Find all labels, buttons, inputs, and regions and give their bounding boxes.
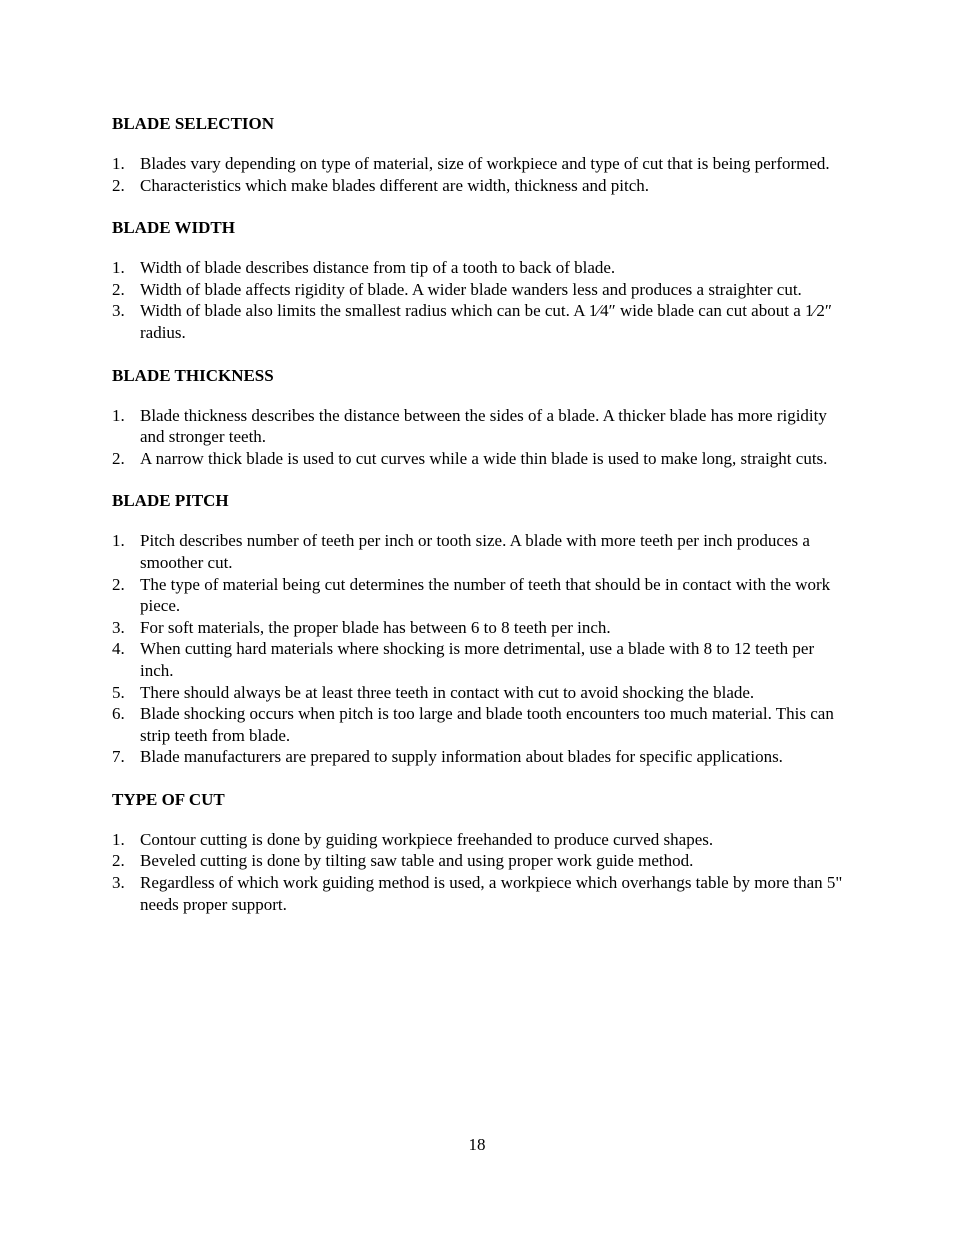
item-number: 1.	[112, 405, 125, 425]
list-item	[112, 617, 847, 639]
item-text: There should always be at least three teeth in contact with cut to avoid shocking the blade.	[140, 682, 755, 702]
item-number: 2.	[112, 279, 125, 299]
list-item	[112, 405, 847, 448]
item-number: 2.	[112, 574, 125, 594]
item-number: 7.	[112, 747, 125, 767]
item-text: When cutting hard materials where shocking is more detrimental, use a blade with 8 to 12 teeth per inch.	[140, 639, 815, 680]
item-number: 2.	[112, 448, 125, 468]
item-number: 3.	[112, 873, 125, 893]
section-blade-thickness	[112, 365, 847, 470]
section-blade-width	[112, 217, 847, 343]
item-text: Pitch describes number of teeth per inch or tooth size. A blade with more teeth per inch produces a smoother cut.	[140, 531, 810, 572]
item-list	[112, 257, 847, 343]
list-item	[112, 300, 847, 343]
item-number: 1.	[112, 258, 125, 278]
list-item	[112, 638, 847, 681]
section-heading: BLADE THICKNESS	[112, 365, 274, 385]
item-number: 2.	[112, 851, 125, 871]
list-item	[112, 829, 847, 851]
list-item	[112, 175, 847, 197]
item-number: 3.	[112, 617, 125, 637]
list-item	[112, 746, 847, 768]
item-number: 2.	[112, 175, 125, 195]
item-text: A narrow thick blade is used to cut curves while a wide thin blade is used to make long, straight cuts.	[140, 448, 828, 468]
item-text: Blade thickness describes the distance between the sides of a blade. A thicker blade has more rigidity and stronger teeth.	[140, 405, 827, 447]
list-item	[112, 682, 847, 704]
section-heading: TYPE OF CUT	[112, 789, 225, 809]
item-number: 1.	[112, 154, 125, 173]
item-number: 1.	[112, 531, 125, 551]
item-text: Width of blade affects rigidity of blade. A wider blade wanders less and produces a straighter cut.	[140, 279, 802, 299]
item-list	[112, 530, 847, 768]
list-item	[112, 703, 847, 746]
section-type-of-cut	[112, 789, 847, 915]
item-number: 6.	[112, 704, 125, 724]
item-list	[112, 829, 847, 915]
item-number: 3.	[112, 301, 125, 321]
item-text: Blade shocking occurs when pitch is too large and blade tooth encounters too much material. This can strip teeth from blade.	[140, 704, 834, 745]
list-item	[112, 850, 847, 872]
item-number: 4.	[112, 639, 125, 659]
item-text: Width of blade also limits the smallest radius which can be cut. A 1⁄4″ wide blade can cut about a 1⁄2″ radius.	[140, 301, 832, 342]
section-blade-selection	[112, 113, 847, 196]
list-item	[112, 257, 847, 279]
item-text: Blade manufacturers are prepared to supply information about blades for specific applications.	[140, 747, 783, 767]
list-item	[112, 153, 847, 175]
item-text: Characteristics which make blades different are width, thickness and pitch.	[140, 175, 650, 195]
item-text: Contour cutting is done by guiding workpiece freehanded to produce curved shapes.	[140, 829, 714, 849]
section-heading: BLADE SELECTION	[112, 114, 275, 133]
item-list	[112, 405, 847, 470]
item-text: The type of material being cut determines the number of teeth that should be in contact with the work piece.	[140, 574, 831, 616]
item-text: Beveled cutting is done by tilting saw table and using proper work guide method.	[140, 851, 694, 871]
item-text: For soft materials, the proper blade has between 6 to 8 teeth per inch.	[140, 617, 611, 637]
item-text: Regardless of which work guiding method is used, a workpiece which overhangs table by more than 5" needs proper support.	[140, 873, 843, 914]
page-content	[112, 113, 847, 936]
list-item	[112, 872, 847, 915]
list-item	[112, 448, 847, 470]
item-text: Blades vary depending on type of material, size of workpiece and type of cut that is being performed.	[140, 154, 830, 173]
section-heading: BLADE PITCH	[112, 491, 229, 511]
item-number: 5.	[112, 682, 125, 702]
item-number: 1.	[112, 829, 125, 849]
list-item	[112, 574, 847, 617]
section-blade-pitch	[112, 490, 847, 768]
item-text: Width of blade describes distance from tip of a tooth to back of blade.	[140, 258, 616, 278]
item-list	[112, 153, 847, 196]
section-heading: BLADE WIDTH	[112, 218, 235, 238]
list-item	[112, 530, 847, 573]
list-item	[112, 279, 847, 301]
page-number: 18	[468, 1135, 486, 1154]
